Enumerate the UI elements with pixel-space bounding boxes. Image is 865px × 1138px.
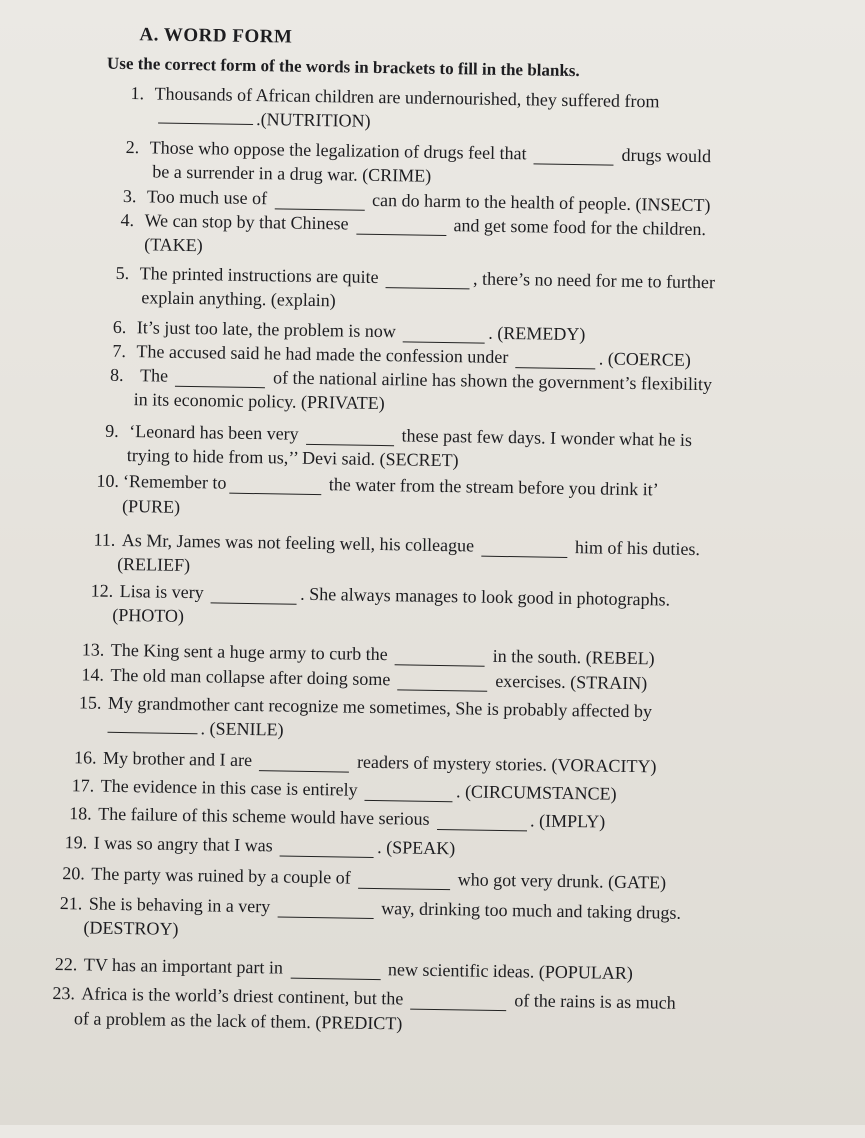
answer-blank[interactable] — [274, 207, 364, 210]
question-2-line-2: be a surrender in a drug war. (CRIME) — [152, 161, 432, 186]
answer-blank[interactable] — [365, 799, 453, 802]
answer-blank[interactable] — [108, 731, 198, 734]
answer-blank[interactable] — [211, 601, 297, 604]
question-5-line-2: explain anything. (explain) — [141, 287, 336, 311]
question-16: 16. My brother and I are readers of mystery stories. (VORACITY) — [73, 747, 657, 777]
question-3: 3. Too much use of can do harm to the health of people. (INSECT) — [122, 185, 711, 216]
question-4-line-2: (TAKE) — [144, 234, 203, 256]
question-5: 5. The printed instructions are quite , there’s no need for me to further — [115, 262, 716, 293]
answer-blank[interactable] — [534, 162, 614, 165]
question-4: 4. We can stop by that Chinese and get some food for the children. — [120, 209, 707, 240]
question-6: 6. It’s just too late, the problem is now . (REMEDY) — [112, 316, 586, 345]
question-8: 8. The of the national airline has shown the government’s flexibility — [109, 364, 713, 395]
answer-blank[interactable] — [398, 688, 488, 691]
answer-blank[interactable] — [280, 855, 374, 858]
answer-blank[interactable] — [278, 915, 374, 919]
question-12-line-2: (PHOTO) — [112, 604, 185, 626]
question-1: 1. Thousands of African children are undernourished, they suffered from — [130, 83, 660, 112]
question-14: 14. The old man collapse after doing some exercises. (STRAIN) — [81, 664, 648, 694]
question-17: 17. The evidence in this case is entirely . (CIRCUMSTANCE) — [71, 775, 617, 804]
answer-blank[interactable] — [516, 366, 596, 369]
answer-blank[interactable] — [403, 340, 485, 343]
question-22: 22. TV has an important part in new scientific ideas. (POPULAR) — [54, 953, 634, 984]
answer-blank[interactable] — [259, 769, 349, 772]
answer-blank[interactable] — [158, 121, 253, 124]
question-8-line-2: in its economic policy. (PRIVATE) — [133, 389, 385, 414]
question-23-line-2: of a problem as the lack of them. (PREDICT) — [73, 1008, 403, 1034]
question-19: 19. I was so angry that I was . (SPEAK) — [64, 832, 456, 859]
question-23: 23. Africa is the world’s driest continent, but the of the rains is as much — [52, 982, 676, 1013]
question-13: 13. The King sent a huge army to curb the in the south. (REBEL) — [81, 639, 655, 669]
instruction-text: Use the correct form of the words in brackets to fill in the blanks. — [106, 53, 580, 81]
question-1-line-2: .(NUTRITION) — [155, 106, 371, 132]
answer-blank[interactable] — [290, 977, 380, 980]
answer-blank[interactable] — [358, 887, 450, 890]
answer-blank[interactable] — [437, 828, 527, 831]
question-9-line-2: trying to hide from us,’’ Devi said. (SECRET) — [126, 445, 459, 471]
question-20: 20. The party was ruined by a couple of who got very drunk. (GATE) — [62, 863, 667, 893]
question-11: 11. As Mr, James was not feeling well, his colleague him of his duties. — [93, 529, 701, 560]
question-9: 9. ‘Leonard has been very these past few days. I wonder what he is — [105, 420, 693, 450]
question-2: 2. Those who oppose the legalization of drugs feel that drugs would — [125, 136, 712, 167]
question-12: 12. Lisa is very . She always manages to look good in photographs. — [90, 580, 671, 610]
answer-blank[interactable] — [386, 286, 470, 289]
question-21-line-2: (DESTROY) — [83, 917, 179, 939]
question-7: 7. The accused said he had made the confession under . (COERCE) — [112, 340, 691, 370]
question-15-line-2: . (SENILE) — [104, 716, 283, 742]
answer-blank[interactable] — [395, 663, 485, 666]
section-heading: A. WORD FORM — [139, 24, 293, 48]
answer-blank[interactable] — [306, 443, 394, 446]
question-21: 21. She is behaving in a very way, drinking too much and taking drugs. — [59, 893, 682, 923]
question-10: 10. ‘Remember to the water from the stream before you drink it’ — [96, 470, 659, 500]
answer-blank[interactable] — [411, 1008, 507, 1012]
question-18: 18. The failure of this scheme would have serious . (IMPLY) — [69, 803, 606, 832]
question-10-line-2: (PURE) — [121, 495, 181, 517]
question-15: 15. My grandmother cant recognize me sometimes, She is probably affected by — [78, 692, 653, 722]
answer-blank[interactable] — [481, 555, 567, 558]
answer-blank[interactable] — [175, 385, 265, 388]
answer-blank[interactable] — [356, 233, 446, 236]
question-11-line-2: (RELIEF) — [116, 553, 191, 576]
answer-blank[interactable] — [229, 492, 321, 495]
